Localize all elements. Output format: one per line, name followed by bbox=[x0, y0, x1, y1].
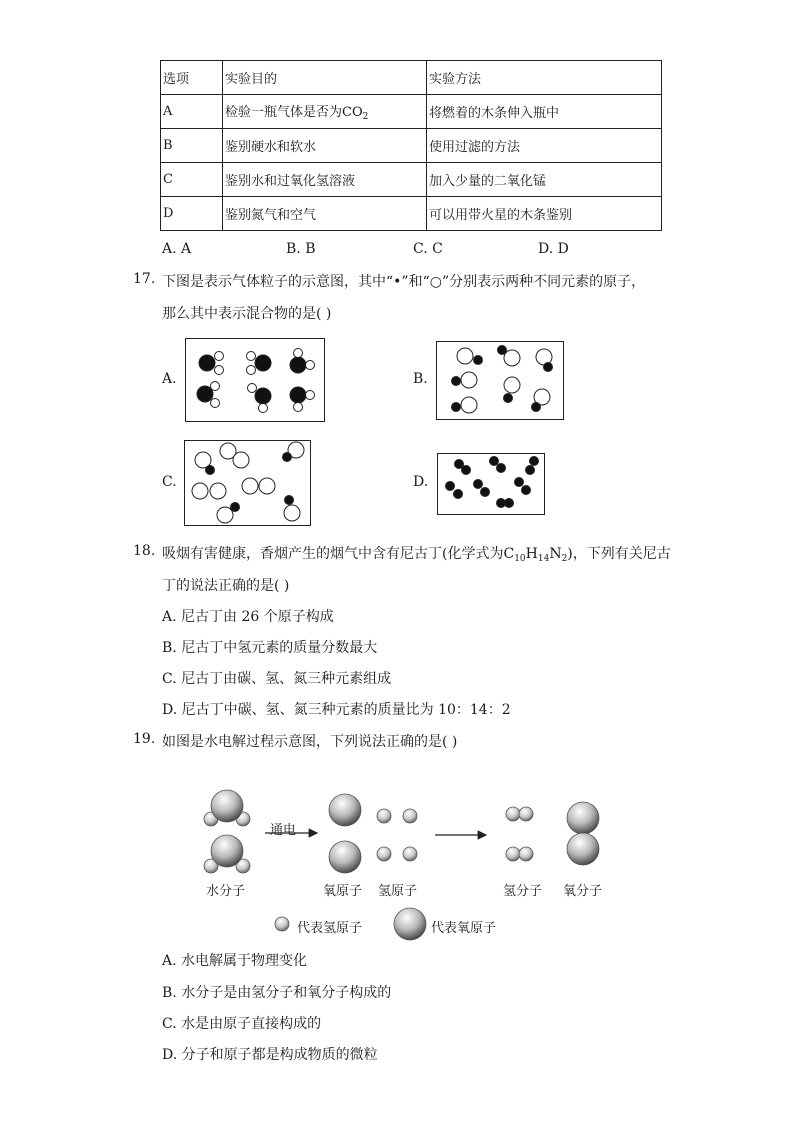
q16-option-c[interactable]: C. C bbox=[413, 241, 443, 257]
purpose-text: 检验一瓶气体是否为CO bbox=[225, 105, 363, 120]
legend-hydrogen-label: 代表氢原子 bbox=[297, 921, 363, 936]
q18-number: 18. bbox=[133, 543, 156, 559]
purpose-subscript: 2 bbox=[362, 112, 369, 122]
q18-stem-line2: 丁的说法正确的是( ) bbox=[162, 578, 290, 594]
water-molecule-label: 水分子 bbox=[206, 884, 246, 899]
table-cell-method: 将燃着的木条伸入瓶中 bbox=[427, 95, 662, 129]
q17-label-d[interactable]: D. bbox=[413, 474, 429, 490]
oxygen-molecule-label: 氧分子 bbox=[563, 884, 603, 899]
hydrogen-molecule-label: 氢分子 bbox=[503, 884, 543, 899]
experiment-table bbox=[160, 60, 662, 231]
table-cell-key: B bbox=[161, 129, 223, 163]
table-row bbox=[161, 197, 662, 231]
q18-stem-line1 bbox=[162, 543, 671, 564]
table-cell-key: A bbox=[161, 95, 223, 129]
q17-stem-line1 bbox=[162, 271, 645, 291]
formula-element: N bbox=[549, 546, 562, 562]
formula-subscript: 14 bbox=[537, 554, 550, 564]
q16-option-d[interactable]: D. D bbox=[538, 241, 569, 257]
q17-label-c[interactable]: C. bbox=[162, 474, 177, 490]
table-cell-key: D bbox=[161, 197, 223, 231]
table-row bbox=[161, 129, 662, 163]
formula-element: H bbox=[525, 546, 538, 562]
particle-box-a[interactable] bbox=[185, 338, 325, 422]
q16-option-b[interactable]: B. B bbox=[286, 241, 316, 257]
q17-text: ”分别表示两种不同元素的原子， bbox=[441, 274, 646, 290]
q18-option-a[interactable]: A. 尼古丁由 26 个原子构成 bbox=[162, 609, 334, 625]
table-row bbox=[161, 163, 662, 197]
table-cell-purpose: 鉴别氮气和空气 bbox=[223, 197, 427, 231]
q18-option-b[interactable]: B. 尼古丁中氢元素的质量分数最大 bbox=[162, 640, 378, 656]
formula-subscript: 10 bbox=[514, 554, 526, 564]
table-cell-method: 使用过滤的方法 bbox=[427, 129, 662, 163]
circle-symbol: ○ bbox=[429, 274, 442, 290]
table-cell-key: C bbox=[161, 163, 223, 197]
q17-label-b[interactable]: B. bbox=[413, 371, 428, 387]
q18-text: 吸烟有害健康，香烟产生的烟气中含有尼古丁(化学式为C bbox=[162, 546, 515, 562]
formula-subscript: 2 bbox=[561, 554, 568, 564]
table-cell-purpose: 鉴别硬水和软水 bbox=[223, 129, 427, 163]
q17-number: 17. bbox=[133, 271, 156, 287]
table-header-cell: 实验方法 bbox=[427, 61, 662, 95]
q17-text: ”和“ bbox=[401, 274, 430, 290]
table-row bbox=[161, 95, 662, 129]
table-cell-purpose bbox=[223, 95, 427, 129]
q17-text: 下图是表示气体粒子的示意图，其中“ bbox=[162, 274, 394, 290]
oxygen-atom-label: 氧原子 bbox=[323, 884, 363, 899]
table-header-cell: 实验目的 bbox=[223, 61, 427, 95]
q16-option-a[interactable]: A. A bbox=[162, 241, 192, 257]
q19-option-b[interactable]: B. 水分子是由氢分子和氧分子构成的 bbox=[162, 985, 392, 1001]
table-header-cell: 选项 bbox=[161, 61, 223, 95]
q18-option-c[interactable]: C. 尼古丁由碳、氢、氮三种元素组成 bbox=[162, 671, 392, 687]
particle-box-d[interactable] bbox=[437, 453, 545, 515]
table-header-row bbox=[161, 61, 662, 95]
q19-option-c[interactable]: C. 水是由原子直接构成的 bbox=[162, 1016, 322, 1032]
particle-box-c[interactable] bbox=[184, 440, 311, 526]
electrolysis-diagram bbox=[190, 780, 620, 945]
dot-symbol: • bbox=[393, 274, 402, 290]
q18-text: )，下列有关尼古 bbox=[567, 546, 671, 562]
legend-oxygen-label: 代表氧原子 bbox=[431, 921, 497, 936]
particle-box-b[interactable] bbox=[436, 341, 564, 420]
q19-option-d[interactable]: D. 分子和原子都是构成物质的微粒 bbox=[162, 1047, 378, 1063]
q19-stem: 如图是水电解过程示意图，下列说法正确的是( ) bbox=[162, 734, 458, 750]
q19-option-a[interactable]: A. 水电解属于物理变化 bbox=[162, 953, 308, 969]
q19-number: 19. bbox=[133, 731, 156, 747]
q17-label-a[interactable]: A. bbox=[162, 371, 177, 387]
table-cell-purpose: 鉴别水和过氧化氢溶液 bbox=[223, 163, 427, 197]
q17-stem-line2: 那么其中表示混合物的是( ) bbox=[162, 306, 332, 322]
electrify-label: 通电 bbox=[270, 823, 297, 838]
table-cell-method: 可以用带火星的木条鉴别 bbox=[427, 197, 662, 231]
table-cell-method: 加入少量的二氧化锰 bbox=[427, 163, 662, 197]
q18-option-d[interactable]: D. 尼古丁中碳、氢、氮三种元素的质量比为 10：14：2 bbox=[162, 702, 511, 718]
hydrogen-atom-label: 氢原子 bbox=[378, 884, 418, 899]
